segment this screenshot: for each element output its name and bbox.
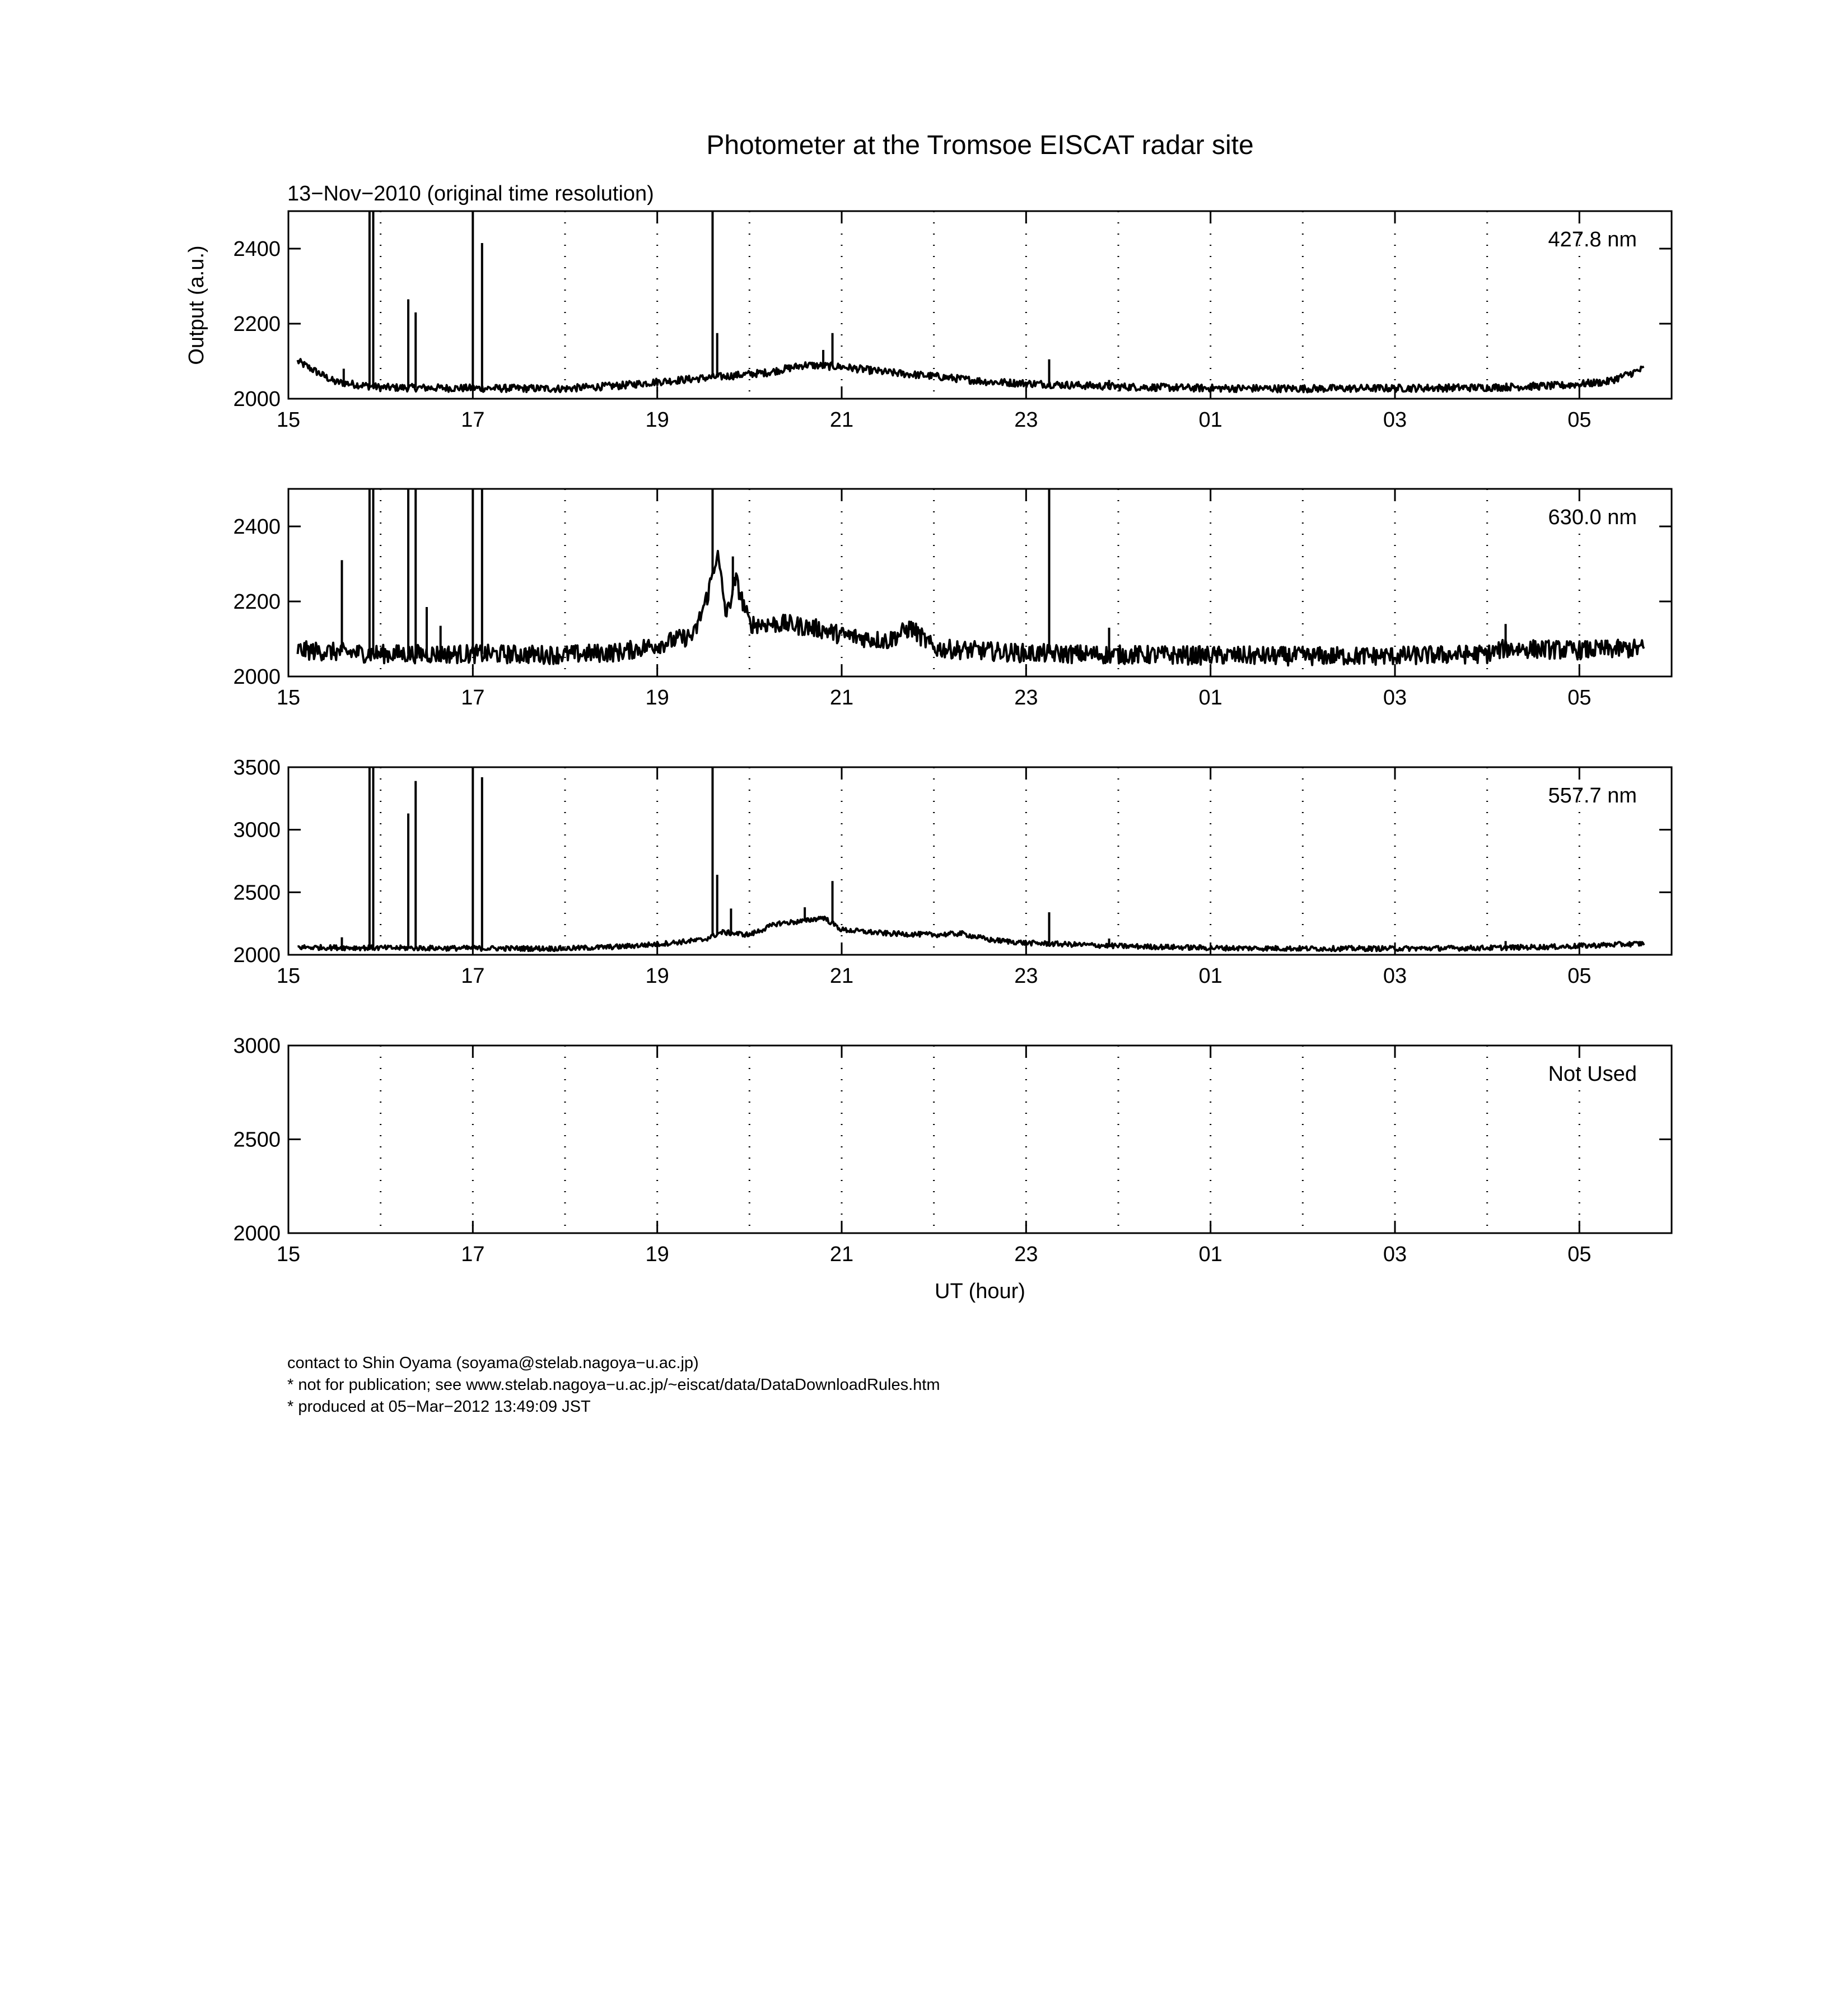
x-tick-label: 19 — [645, 408, 669, 432]
x-tick-label: 17 — [461, 964, 485, 988]
x-tick-label: 15 — [276, 964, 301, 988]
x-tick-label: 03 — [1383, 964, 1407, 988]
x-tick-label: 23 — [1014, 686, 1038, 710]
y-tick-label: 2200 — [233, 590, 281, 614]
panels-layer — [233, 211, 1672, 1266]
footer-contact: contact to Shin Oyama (soyama@stelab.nagoya−u.ac.jp) — [287, 1354, 699, 1372]
footer-publication-note: * not for publication; see www.stelab.nagoya−u.ac.jp/~eiscat/data/DataDownloadRules.htm — [287, 1376, 940, 1394]
x-tick-label: 19 — [645, 686, 669, 710]
x-tick-label: 05 — [1567, 964, 1592, 988]
y-tick-label: 2000 — [233, 388, 281, 411]
x-tick-label: 21 — [829, 1243, 854, 1266]
panel-label: 427.8 nm — [1548, 228, 1637, 251]
panel-label: 557.7 nm — [1548, 784, 1637, 808]
x-tick-label: 17 — [461, 686, 485, 710]
chart-subtitle: 13−Nov−2010 (original time resolution) — [287, 182, 654, 206]
y-tick-label: 3000 — [233, 1034, 281, 1058]
x-tick-label: 01 — [1198, 1243, 1222, 1266]
panel-label: Not Used — [1548, 1062, 1637, 1086]
y-tick-label: 2000 — [233, 1222, 281, 1245]
y-tick-label: 2000 — [233, 944, 281, 967]
y-tick-label: 2200 — [233, 312, 281, 336]
x-tick-label: 23 — [1014, 964, 1038, 988]
panel-label: 630.0 nm — [1548, 506, 1637, 529]
panel-frame — [288, 767, 1672, 955]
x-tick-label: 05 — [1567, 686, 1592, 710]
panel-0 — [233, 211, 1672, 432]
x-tick-label: 19 — [645, 964, 669, 988]
y-tick-label: 3000 — [233, 818, 281, 842]
panel-2 — [233, 756, 1672, 988]
y-tick-label: 2500 — [233, 1128, 281, 1152]
panel-3 — [233, 1034, 1672, 1266]
x-tick-label: 19 — [645, 1243, 669, 1266]
x-tick-label: 05 — [1567, 408, 1592, 432]
x-tick-label: 23 — [1014, 408, 1038, 432]
panel-frame — [288, 1046, 1672, 1233]
y-tick-label: 2000 — [233, 665, 281, 689]
y-tick-label: 2500 — [233, 881, 281, 905]
series-trace — [298, 917, 1644, 951]
y-tick-label: 3500 — [233, 756, 281, 780]
x-tick-label: 03 — [1383, 408, 1407, 432]
chart-title: Photometer at the Tromsoe EISCAT radar site — [706, 130, 1254, 160]
x-tick-label: 15 — [276, 1243, 301, 1266]
x-tick-label: 03 — [1383, 686, 1407, 710]
x-tick-label: 03 — [1383, 1243, 1407, 1266]
x-axis-label: UT (hour) — [935, 1280, 1025, 1303]
footer-produced-at: * produced at 05−Mar−2012 13:49:09 JST — [287, 1398, 591, 1416]
y-tick-label: 2400 — [233, 237, 281, 261]
series-trace — [298, 551, 1644, 665]
x-tick-label: 21 — [829, 686, 854, 710]
x-tick-label: 01 — [1198, 408, 1222, 432]
x-tick-label: 01 — [1198, 964, 1222, 988]
x-tick-label: 21 — [829, 408, 854, 432]
x-tick-label: 21 — [829, 964, 854, 988]
x-tick-label: 17 — [461, 1243, 485, 1266]
series-trace — [298, 359, 1644, 392]
x-tick-label: 15 — [276, 408, 301, 432]
x-tick-label: 01 — [1198, 686, 1222, 710]
panel-frame — [288, 211, 1672, 399]
x-tick-label: 05 — [1567, 1243, 1592, 1266]
x-tick-label: 15 — [276, 686, 301, 710]
y-axis-label: Output (a.u.) — [185, 245, 208, 365]
y-tick-label: 2400 — [233, 515, 281, 539]
panel-1 — [233, 489, 1672, 710]
x-tick-label: 23 — [1014, 1243, 1038, 1266]
x-tick-label: 17 — [461, 408, 485, 432]
